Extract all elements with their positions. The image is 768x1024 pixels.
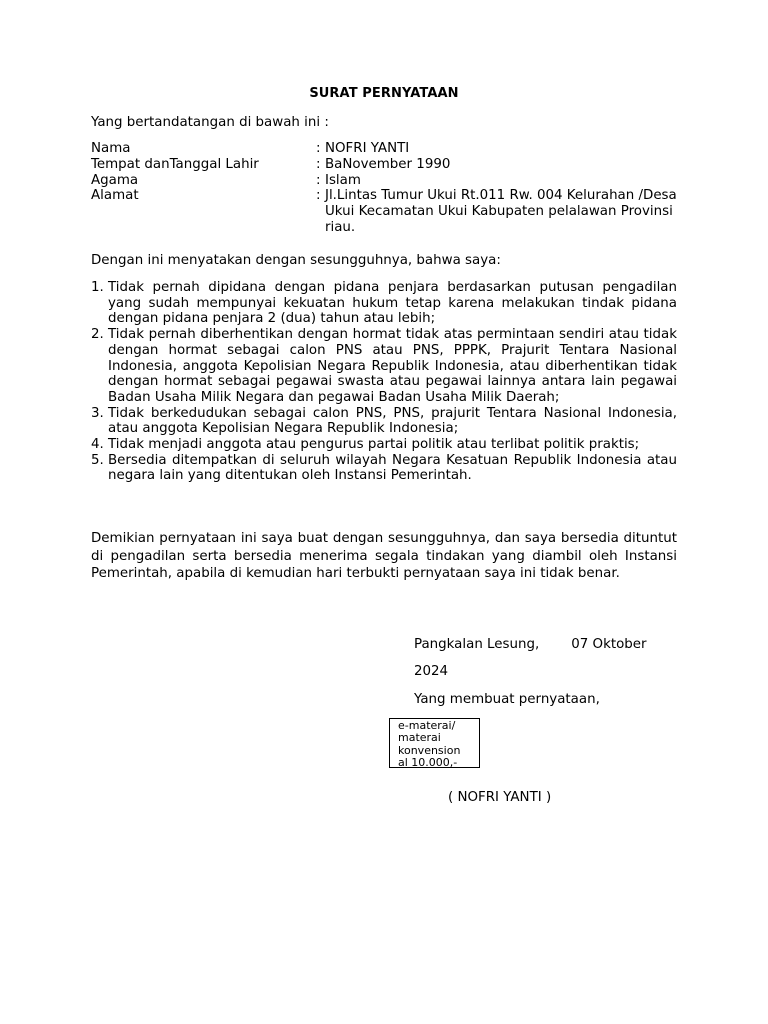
identity-row-birth <box>91 157 711 173</box>
list-item <box>91 327 677 406</box>
identity-row-name <box>91 141 711 157</box>
list-item-text: Tidak pernah dipidana dengan pidana penjara berdasarkan putusan pengadilan yang sudah mempunyai kekuatan hukum tetap karena melakukan tindak pidana dengan pidana penjara 2 (dua) tahun atau lebih; <box>108 280 677 327</box>
identity-row-address <box>91 188 711 238</box>
materai-line: materai <box>398 731 441 745</box>
list-item <box>91 280 677 327</box>
list-item-number: 3. <box>91 405 104 421</box>
identity-label: Nama <box>91 141 131 156</box>
materai-line: e-materai/ <box>398 719 456 732</box>
identity-value: NOFRI YANTI <box>325 141 410 156</box>
statement-list <box>91 280 677 484</box>
list-item-number: 1. <box>91 280 104 295</box>
list-item-text: Tidak berkedudukan sebagai calon PNS, PNS, prajurit Tentara Nasional Indonesia, atau anggota Kepolisian Negara Republik Indonesia; <box>108 405 677 437</box>
list-item-number: 5. <box>91 452 104 468</box>
signature-place: Pangkalan Lesung, <box>414 637 540 652</box>
identity-colon: : <box>316 141 321 156</box>
identity-colon: : <box>316 173 321 188</box>
signature-date: 07 Oktober <box>571 637 647 652</box>
identity-value-address: Jl.Lintas Tumur Ukui Rt.011 Rw. 004 Kelurahan /Desa Ukui Kecamatan Ukui Kabupaten pelalawan Provinsi riau. <box>325 188 677 235</box>
list-item <box>91 406 677 437</box>
intro-text: Yang bertandatangan di bawah ini : <box>91 115 329 130</box>
statement-lead: Dengan ini menyatakan dengan sesungguhnya, bahwa saya: <box>91 253 501 268</box>
identity-colon: : <box>316 157 321 172</box>
identity-label: Tempat danTanggal Lahir <box>91 157 259 172</box>
identity-value: BaNovember 1990 <box>325 157 451 172</box>
identity-colon: : <box>316 188 321 203</box>
materai-stamp-box <box>389 718 480 768</box>
identity-value: Islam <box>325 173 361 188</box>
list-item <box>91 437 677 453</box>
list-item-text: Tidak pernah diberhentikan dengan hormat tidak atas permintaan sendiri atau tidak dengan hormat sebagai calon PNS atau PNS, PPPK, Prajurit Tentara Nasional Indonesia, anggota Kepolisian Negara Republik Indonesia, atau diberhentikan tidak dengan hormat sebagai pegawai swasta atau pegawai lainnya antara lain pegawai Badan Usaha Milik Negara dan pegawai Badan Usaha Milik Daerah; <box>108 327 677 405</box>
closing-paragraph: Demikian pernyataan ini saya buat dengan sesungguhnya, dan saya bersedia dituntut di pengadilan serta bersedia menerima segala tindakan yang diambil oleh Instansi Pemerintah, apabila di kemudian hari terbukti pernyataan saya ini tidak benar. <box>91 531 677 582</box>
materai-line: al 10.000,- <box>398 756 458 768</box>
identity-row-religion <box>91 173 711 189</box>
signer-name: ( NOFRI YANTI ) <box>448 790 552 805</box>
identity-label: Alamat <box>91 188 139 203</box>
maker-label: Yang membuat pernyataan, <box>414 692 600 707</box>
signature-year: 2024 <box>414 664 449 679</box>
materai-line: konvension <box>398 743 461 757</box>
list-item-number: 4. <box>91 437 104 453</box>
list-item-text: Bersedia ditempatkan di seluruh wilayah Negara Kesatuan Republik Indonesia atau negara lain yang ditentukan oleh Instansi Pemerintah. <box>108 452 677 484</box>
document-title: SURAT PERNYATAAN <box>309 86 459 101</box>
place-date <box>414 637 647 652</box>
list-item <box>91 453 677 484</box>
identity-label: Agama <box>91 173 139 188</box>
list-item-number: 2. <box>91 327 104 343</box>
list-item-text: Tidak menjadi anggota atau pengurus partai politik atau terlibat politik praktis; <box>108 437 640 453</box>
